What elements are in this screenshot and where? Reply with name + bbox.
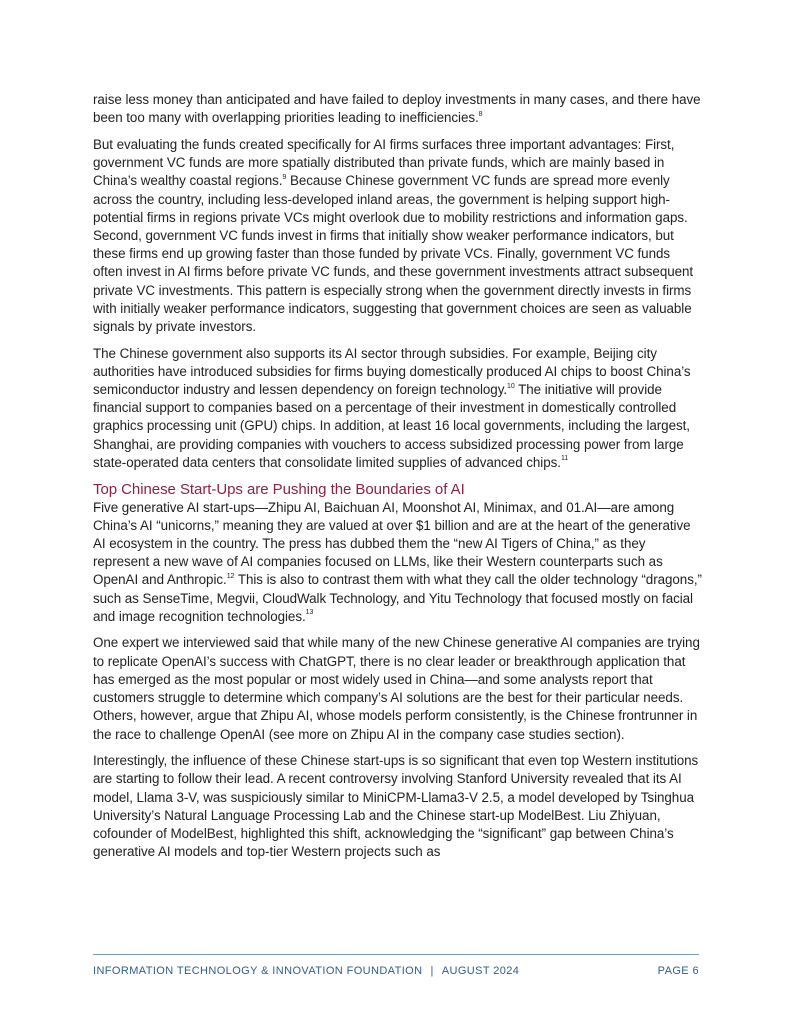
page-footer [93,965,699,977]
paragraph-1-text: raise less money than anticipated and have failed to deploy investments in many cases, and there have been too many with overlapping priorities leading to inefficiencies. [93,92,701,126]
footnote-ref-12[interactable]: 12 [226,572,235,580]
paragraph-3-text-a: The Chinese government also supports its AI sector through subsidies. For example, Beijing city authorities have introduced subsidies for firms buying domestically produced AI chips to boost China’s semiconductor industry and lessen dependency on foreign technology. [93,345,691,398]
paragraph-2 [93,136,703,336]
paragraph-2-text-b: Because Chinese government VC funds are spread more evenly across the country, including less-developed inland areas, the government is helping support high-potential firms in regions private VCs might overlook due to mobility restrictions and information gaps. Second, government VC funds invest in firms that initially show weaker performance indicators, but these firms end up growing faster than those funded by private VCs. Finally, government VC funds often invest in AI firms before private VC funds, and these government investments attract subsequent private VC investments. This pattern is especially strong when the government directly invests in firms with initially weaker performance indicators, suggesting that government choices are seen as valuable signals by private investors. [93,173,694,334]
footer-left [93,965,519,977]
section-paragraph-2 [93,634,703,743]
footer-date: AUGUST 2024 [441,965,520,977]
section-paragraph-2-text: One expert we interviewed said that while many of the new Chinese generative AI companies are trying to replicate OpenAI’s success with ChatGPT, there is no clear leader or breakthrough application that has emerged as the most popular or most widely used in China—and some analysts report that customers struggle to determine which company’s AI solutions are the best for their particular needs. Others, however, argue that Zhipu AI, whose models perform consistently, is the Chinese frontrunner in the race to challenge OpenAI (see more on Zhipu AI in the company case studies section). [93,635,700,742]
section-paragraph-1-text-b: This is also to contrast them with what they call the older technology “dragons,” such as SenseTime, Megvii, CloudWalk Technology, and Yitu Technology that focused mostly on facial and image recognition technologies. [93,572,702,624]
footer-page-number: PAGE 6 [657,965,699,977]
paragraph-1 [93,91,703,127]
section-heading: Top Chinese Start-Ups are Pushing the Boundaries of AI [93,480,465,498]
paragraph-3 [93,345,703,472]
section-paragraph-3-text: Interestingly, the influence of these Chinese start-ups is so significant that even top Western institutions are starting to follow their lead. A recent controversy involving Stanford University revealed that its AI model, Llama 3-V, was suspiciously similar to MiniCPM-Llama3-V 2.5, a model developed by Tsinghua University’s Natural Language Processing Lab and the Chinese start-up ModelBest. Liu Zhiyuan, cofounder of ModelBest, highlighted this shift, acknowledging the “significant” gap between China’s generative AI models and top-tier Western projects such as [93,753,699,860]
footer-organization: INFORMATION TECHNOLOGY & INNOVATION FOUNDATION [93,965,423,977]
footnote-ref-10[interactable]: 10 [507,382,515,390]
section-paragraph-1 [93,499,703,626]
section-paragraph-1-text-a: Five generative AI start-ups—Zhipu AI, Baichuan AI, Moonshot AI, Minimax, and 01.AI—are among China’s AI “unicorns,” meaning they are valued at over $1 billion and are at the heart of the generative AI ecosystem in the country. The press has dubbed them the “new AI Tigers of China,” as they represent a new wave of AI companies focused on LLMs, like their Western counterparts such as OpenAI and Anthropic. [93,499,691,588]
paragraph-2-text-a: But evaluating the funds created specifically for AI firms surfaces three important advantages: First, government VC funds are more spatially distributed than private funds, which are mainly based in China’s wealthy coastal regions. [93,136,675,189]
footer-divider [93,954,699,955]
page-body [93,91,703,870]
footer-separator: | [430,965,434,977]
paragraph-3-text-b: The initiative will provide financial support to companies based on a percentage of their investment in domestically controlled graphics processing unit (GPU) chips. In addition, at least 16 local governments, including the largest, Shanghai, are providing companies with vouchers to access subsidized processing power from large state-operated data centers that consolidate limited supplies of advanced chips. [93,382,690,470]
footnote-ref-9[interactable]: 9 [282,173,287,181]
footnote-ref-13[interactable]: 13 [305,609,314,617]
footnote-ref-8[interactable]: 8 [478,110,483,118]
footnote-ref-11[interactable]: 11 [560,455,569,463]
section-paragraph-3 [93,752,703,861]
